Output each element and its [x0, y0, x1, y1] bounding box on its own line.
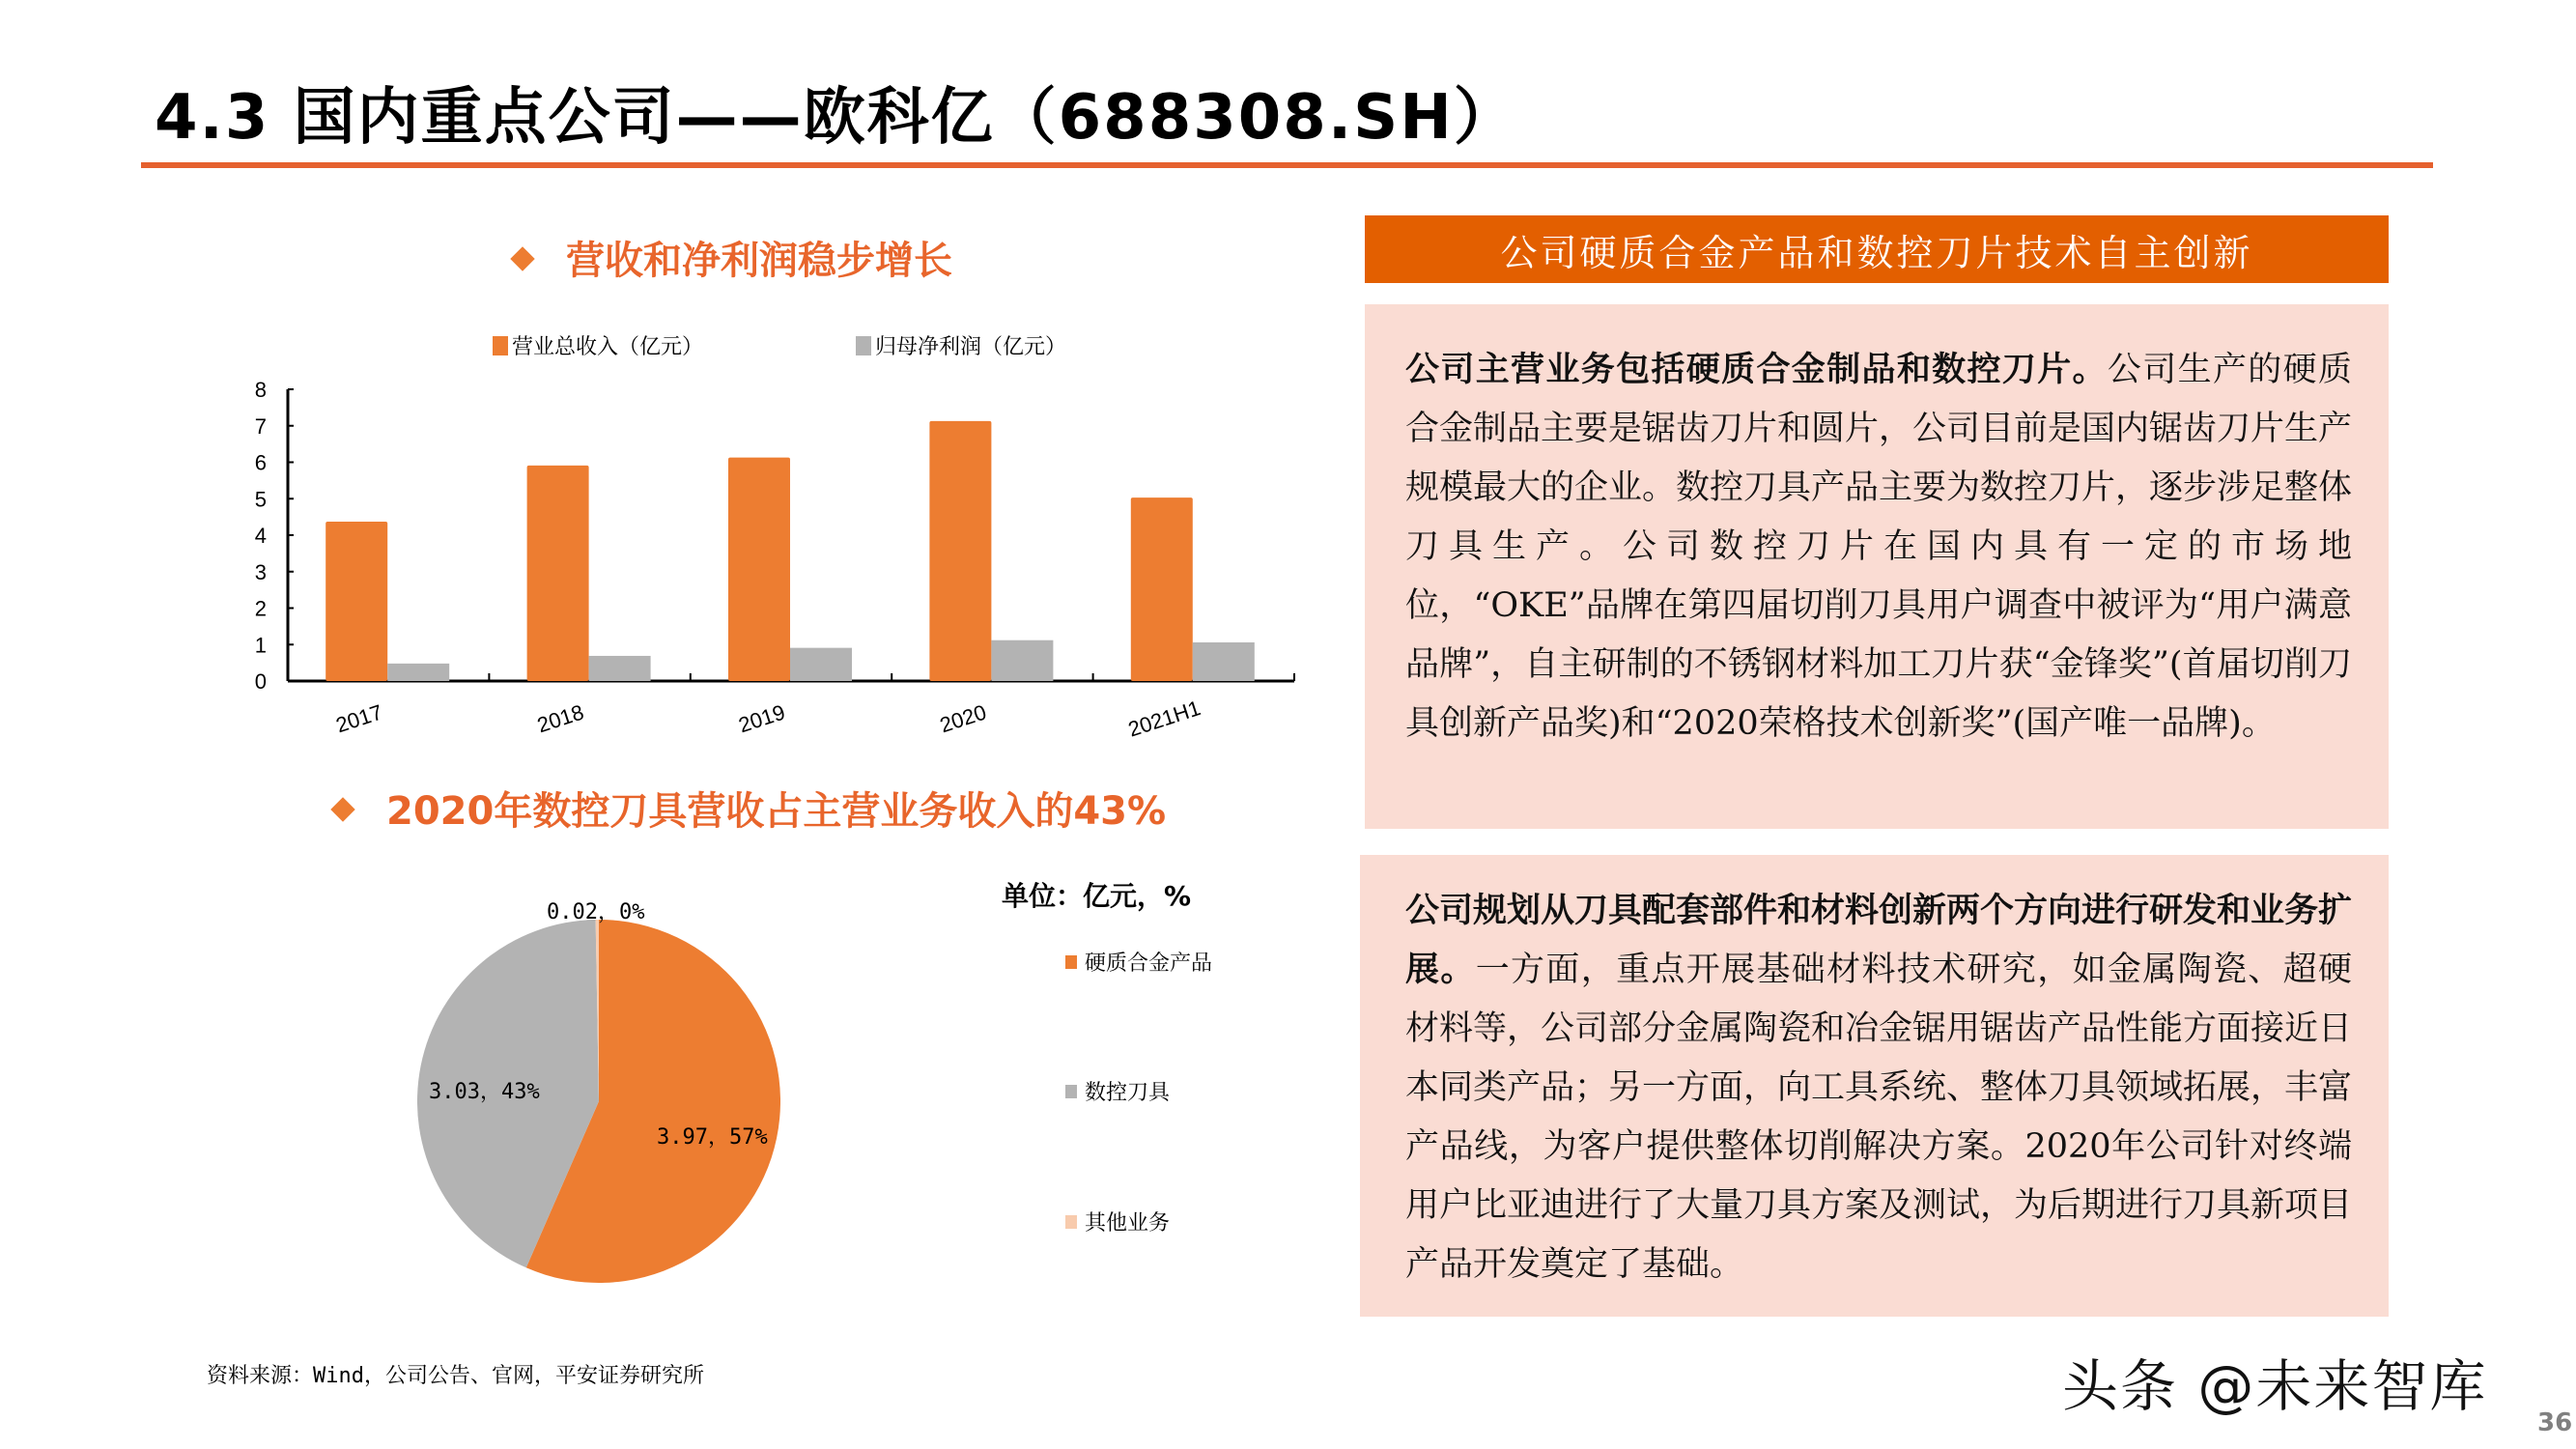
x-tick-label: 2020: [936, 699, 990, 738]
y-tick-label: 0: [254, 669, 267, 694]
legend-swatch-gray: [1065, 1085, 1077, 1098]
y-tick-label: 5: [254, 487, 267, 512]
legend-label-profit: 归母净利润（亿元）: [875, 335, 1067, 359]
pie-legend-carbide: [1065, 947, 1212, 977]
x-tick-label: 2018: [534, 699, 587, 738]
page-title: 4.3 国内重点公司——欧科亿（688308.SH）: [155, 82, 1517, 154]
x-tick-label: 2021H1: [1124, 696, 1203, 742]
info-box-main-business-text: [1405, 341, 2352, 753]
y-tick-label: 8: [254, 378, 267, 402]
pie-legend-other: [1065, 1207, 1170, 1236]
x-tick-label: 2019: [735, 699, 788, 738]
y-tick-label: 1: [254, 633, 267, 658]
section-header-text: 公司硬质合金产品和数控刀片技术自主创新: [1500, 231, 2253, 274]
legend-swatch-light-orange: [1065, 1215, 1077, 1229]
watermark: 头条 @未来智库: [2062, 1353, 2488, 1419]
pie-legend-cnc: [1065, 1076, 1170, 1106]
info-box-rd-plan-text: [1405, 882, 2352, 1294]
section-header-bar: [1365, 215, 2389, 283]
page-number: 36: [2537, 1408, 2573, 1437]
info-box-bold-lead: 公司主营业务包括硬质合金制品和数控刀片。: [1405, 351, 2108, 389]
pie-chart-title-text: 2020年数控刀具营收占主营业务收入的43%: [386, 789, 1167, 834]
y-tick-label: 6: [254, 450, 267, 475]
legend-label-revenue: 营业总收入（亿元）: [512, 335, 704, 359]
pie-label-cnc: 3.03，43%: [429, 1080, 540, 1104]
x-tick-label: 2017: [332, 699, 386, 738]
pie-label-other: 0.02，0%: [547, 900, 645, 924]
pie-label-carbide: 3.97，57%: [657, 1125, 768, 1150]
info-box-body: 一方面，重点开展基础材料技术研究，如金属陶瓷、超硬材料等，公司部分金属陶瓷和冶金锯用锯齿产品性能方面接近日本同类产品；另一方面，向工具系统、整体刀具领域拓展，丰富产品线，为客户提供整体切削解决方案。2020年公司针对终端用户比亚迪进行了大量刀具方案及测试，为后期进行刀具新项目产品开发奠定了基础。: [1405, 951, 2353, 1284]
info-box-bold-lead: 公司规划从刀具配套部件和材料创新两个方向进行研发和业务扩展。: [1405, 892, 2353, 989]
pie-legend-label: 其他业务: [1085, 1211, 1171, 1236]
legend-swatch-orange: [1065, 955, 1077, 969]
pie-legend-label: 数控刀具: [1085, 1081, 1171, 1105]
info-box-body: 公司生产的硬质合金制品主要是锯齿刀片和圆片，公司目前是国内锯齿刀片生产规模最大的企业。数控刀具产品主要为数控刀片，逐步涉足整体刀具生产。公司数控刀片在国内具有一定的市场地位，“OKE”品牌在第四届切削刀具用户调查中被评为“用户满意品牌”，自主研制的不锈钢材料加工刀片获“金锋奖”(首届切削刀具创新产品奖)和“2020荣格技术创新奖”(国产唯一品牌)。: [1405, 351, 2353, 743]
pie-unit-label: 单位：亿元，%: [1002, 880, 1192, 912]
y-tick-label: 7: [254, 413, 267, 439]
y-tick-label: 3: [254, 559, 267, 584]
y-tick-label: 2: [254, 596, 267, 621]
bar-chart-title-text: 营收和净利润稳步增长: [566, 239, 952, 283]
source-note: 资料来源：Wind，公司公告、官网，平安证券研究所: [207, 1364, 704, 1388]
pie-legend-label: 硬质合金产品: [1085, 952, 1213, 976]
y-tick-label: 4: [254, 524, 267, 548]
